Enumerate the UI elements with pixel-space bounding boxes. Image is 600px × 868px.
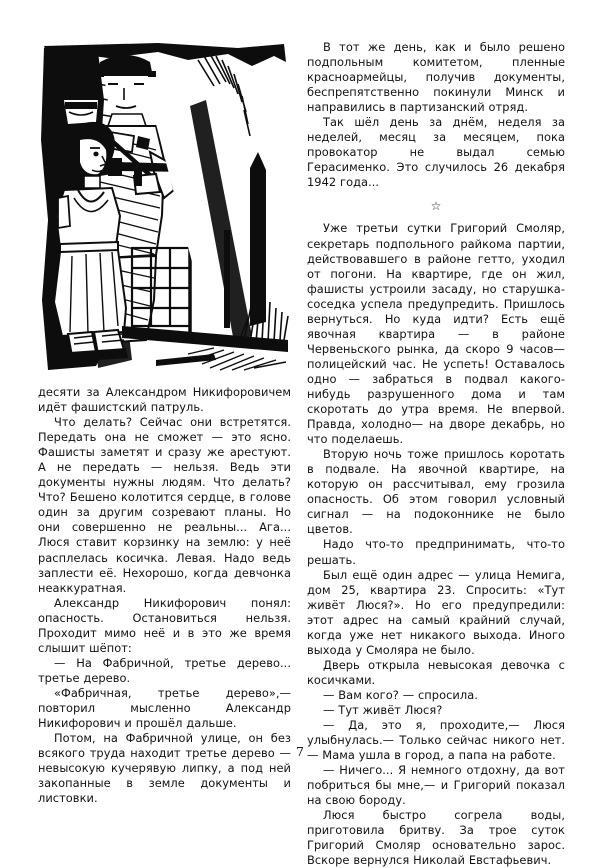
paragraph: — Ничего... Я немного отдохну, да вот побриться бы мне,— и Григорий показал на свою бороду. xyxy=(307,763,565,808)
left-text-column xyxy=(38,40,291,806)
paragraph: — Тут живёт Люся? xyxy=(323,702,443,717)
paragraph: «Фабричная, третье дерево»,— повторил мысленно Александр Никифорович и прошёл дальше. xyxy=(38,685,291,731)
star-divider: ☆ xyxy=(430,199,442,214)
paragraph: Уже третьи сутки Григорий Смоляр, секретарь подпольного райкома партии, действовавшего в районе гетто, уходил от погони. На квартире, где он жил, фашисты устроили засаду, но старушка-соседка успела предупредить. Пришлось вернуться. Но куда идти? Есть ещё явочная квартира — в районе Червеньского рынка, да скоро 9 часов— полицейский час. Не успеть! Оставалось одно — забраться в подвал какого-нибудь разрушенного дома и там скоротать до утра время. Не впервой. Правда, холодно— на дворе декабрь, но что поделаешь. xyxy=(307,221,565,447)
paragraph: Надо что-то предпринимать, что-то решать. xyxy=(307,537,565,567)
paragraph: десяти за Александром Никифоровичем идёт фашистский патруль. xyxy=(38,385,291,415)
paragraph: Александр Никифорович понял: опасность. Остановиться нельзя. Проходит мимо неё и в это же время слышит шёпот: xyxy=(38,595,291,655)
paragraph: — На Фабричной, третье дерево... третье дерево. xyxy=(38,655,291,685)
paragraph: — Вам кого? — спросила. xyxy=(323,687,478,702)
paragraph: Дверь открыла невысокая девочка с косичками. xyxy=(307,657,565,687)
paragraph: Вторую ночь тоже пришлось коротать в подвале. На явочной квартире, на которую он рассчитывал, ему грозила опасность. Об этом говорил условный сигнал — на подоконнике не было цветов. xyxy=(307,447,565,537)
illustration-artwork xyxy=(38,40,291,378)
paragraph: Так шёл день за днём, неделя за неделей, месяц за месяцем, пока провокатор не выдал семью Герасименко. Это случилось 26 декабря 1942 года... xyxy=(307,115,565,190)
paragraph: Был ещё один адрес — улица Немига, дом 25, квартира 23. Спросить: «Тут живёт Люся?». Но его предупредили: этот адрес на самый крайний случай, когда уже нет никакого выхода. Иного выхода у Смоляра не было. xyxy=(307,567,565,657)
illustration-slot xyxy=(38,40,291,378)
paragraph: Люся быстро согрела воды, приготовила бритву. За трое суток Григорий Смоляр основательно зарос. Вскоре вернулся Николай Евстафьевич. xyxy=(307,808,565,868)
paragraph: В тот же день, как и было решено подпольным комитетом, пленные красноармейцы, получив документы, беспрепятственно покинули Минск и направились в партизанский отряд. xyxy=(307,40,565,115)
paragraph: — Да, это я, проходите,— Люся улыбнулась.— Только сейчас никого нет.— Мама ушла в город, а папа на работе. xyxy=(307,718,565,763)
page-number: 7 xyxy=(296,744,304,759)
paragraph: Что делать? Сейчас они встретятся. Передать она не сможет — это ясно. Фашисты заметят и сразу же арестуют. А не передать — нельзя. Ведь эти документы нужны людям. Что делать? Что? Бешено колотится сердце, в голове один за другим созревают планы. Но они совершенно не реальны... Ага... Люся ставит корзинку на землю: у неё расплелась косичка. Левая. Надо ведь заплести её. Нехорошо, когда девчонка неаккуратная. xyxy=(38,415,291,595)
patrol-illustration xyxy=(38,40,291,378)
paragraph: Потом, на Фабричной улице, он без всякого труда находит третье дерево — невысокую кучерявую липку, а под ней закопанные в земле документы и листовки. xyxy=(38,731,291,806)
